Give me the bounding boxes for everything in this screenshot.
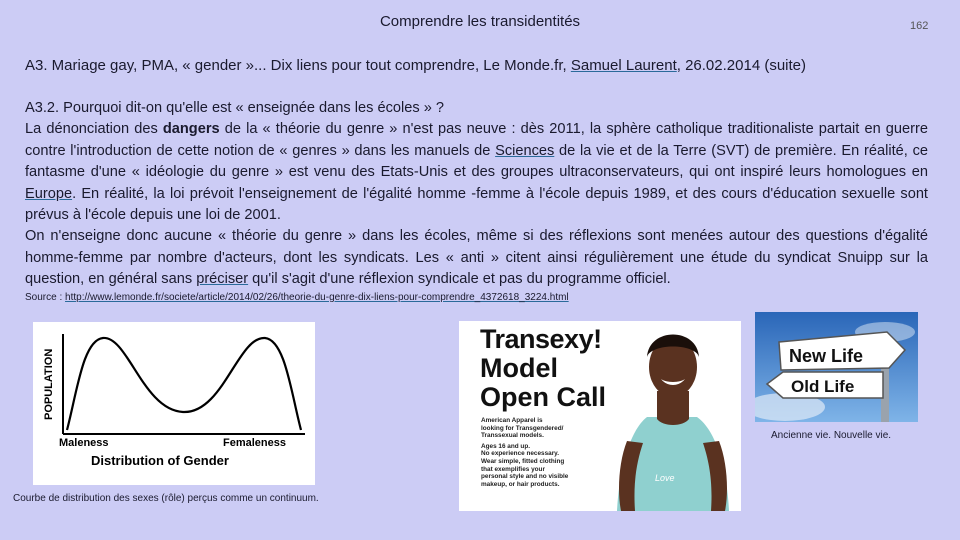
author-link[interactable]: Samuel Laurent <box>570 57 677 74</box>
poster-line: looking for Transgendered/ <box>481 424 564 432</box>
poster-line: Transsexual models. <box>481 432 544 440</box>
model-photo <box>599 321 741 511</box>
section-heading: A3.2. Pourquoi dit-on qu'elle est « enseignée dans les écoles » ? <box>25 100 444 116</box>
reference-publication: , Le Monde.fr, <box>474 57 571 74</box>
road-sign-graphic <box>755 312 918 422</box>
poster-line: Ages 16 and up. <box>481 442 531 450</box>
road-sign-image <box>755 312 918 422</box>
old-life-sign: Old Life <box>791 377 855 396</box>
poster-line: that exemplifies your <box>481 465 545 473</box>
poster-line: personal style and no visible <box>481 473 569 481</box>
maleness-label: Maleness <box>59 437 109 449</box>
article-body <box>25 98 928 291</box>
dangers-word: dangers <box>162 121 220 138</box>
p1-text: de la vie et de la Terre (SVT) de première. En réalité, ce fantasme d'une « idéologie du genre » est venu des Etats-Unis et des groupes ultraconservateurs, qui ont inspiré leurs homologues en <box>25 142 928 181</box>
distribution-title: Distribution of Gender <box>91 453 229 468</box>
poster-headline-2: Model <box>480 353 558 383</box>
preciser-link[interactable]: préciser <box>196 271 249 288</box>
reference-title: A3. Mariage gay, PMA, « gender »... Dix liens pour tout comprendre <box>25 57 475 74</box>
gender-figure-caption: Courbe de distribution des sexes (rôle) perçus comme un continuum. <box>13 493 319 504</box>
femaleness-label: Femaleness <box>223 437 286 449</box>
poster-headline-1: Transexy! <box>480 324 602 354</box>
new-life-sign: New Life <box>789 346 864 366</box>
paragraph-2 <box>25 226 928 290</box>
p1-text: . En réalité, la loi prévoit l'enseignement de l'égalité homme -femme à l'école depuis 1989, et des cours d'éducation sexuelle sont prévus à l'école depuis une loi de 2001. <box>25 185 928 224</box>
poster-line: American Apparel is <box>481 417 543 424</box>
poster-line: makeup, or hair products. <box>481 480 560 488</box>
transexy-poster-image <box>459 321 741 511</box>
reference-date: , 26.02.2014 (suite) <box>676 57 807 74</box>
page-number: 162 <box>910 20 929 32</box>
poster-headline-3: Open Call <box>480 382 607 412</box>
p1-text: de la « théorie du genre » n'est pas neuve : dès 2011, la sphère catholique traditionaliste partait en guerre contre l'introduction de cette notion de « genres » dans les manuels de <box>25 121 928 159</box>
bimodal-curve <box>67 338 301 430</box>
p2-text: qu'il s'agit d'une réflexion syndicale et pas du programme officiel. <box>248 271 671 288</box>
page-title: Comprendre les transidentités <box>379 13 581 30</box>
poster-line: No experience necessary. <box>481 450 560 458</box>
gender-distribution-image <box>33 322 315 485</box>
paragraph-1 <box>25 119 928 226</box>
article-reference <box>25 57 806 74</box>
source-line <box>25 292 569 303</box>
source-link[interactable]: http://www.lemonde.fr/societe/article/2014/02/26/theorie-du-genre-dix-liens-pour-comprendre_4372618_3224.html <box>65 292 569 303</box>
population-axis-label: POPULATION <box>43 348 55 420</box>
sciences-link[interactable]: Sciences <box>495 142 555 159</box>
poster-small-text <box>481 417 568 488</box>
poster-line: Wear simple, fitted clothing <box>481 457 565 465</box>
p1-text: La dénonciation des <box>25 121 163 138</box>
gender-curve-graphic <box>33 322 315 485</box>
p2-text: On n'enseigne donc aucune « théorie du genre » dans les écoles, même si des réflexions sont menées autour des questions d'égalité homme-femme par nombre d'acteurs, dont les syndicats. Les « anti » citent ainsi régulièrement une étude du syndicat Snuipp sur la question, en général sans <box>25 228 928 288</box>
europe-link[interactable]: Europe <box>25 185 73 202</box>
source-label: Source : <box>25 292 66 303</box>
sign-figure-caption: Ancienne vie. Nouvelle vie. <box>771 430 892 441</box>
svg-text:Love: Love <box>655 473 675 483</box>
